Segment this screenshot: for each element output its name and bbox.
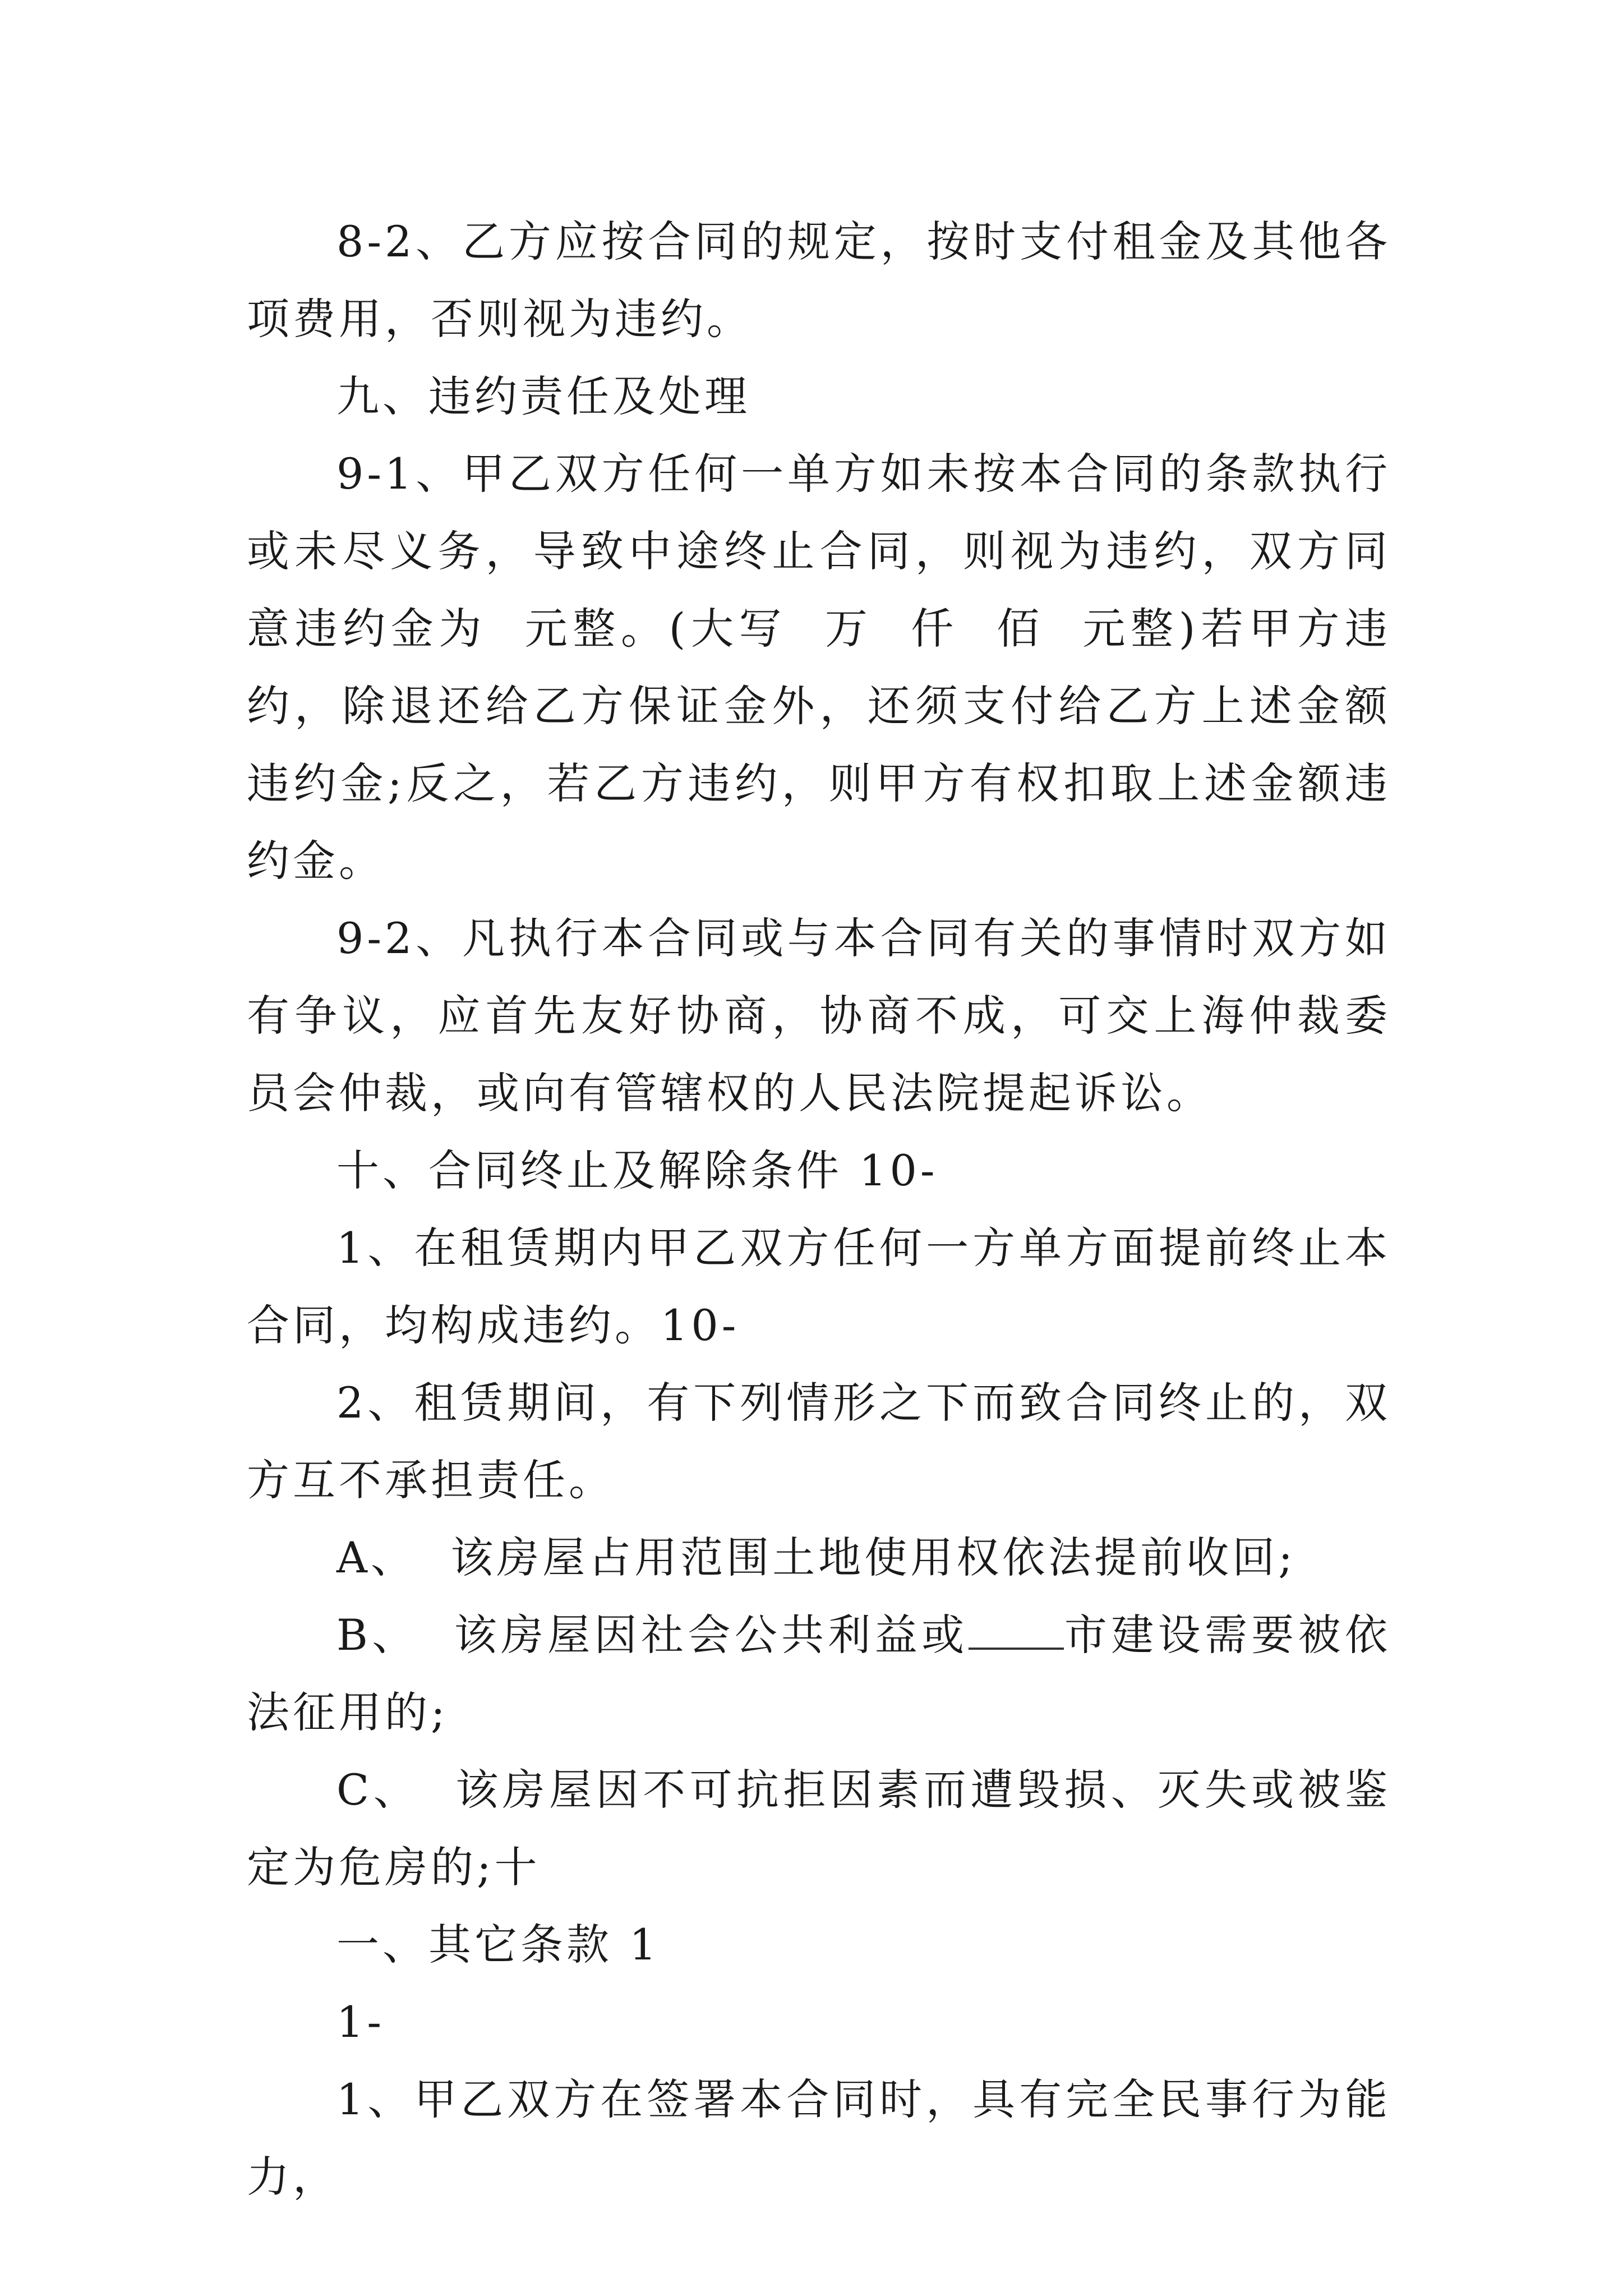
clause-10-2-c: C、 该房屋因不可抗拒因素而遭毁损、灭失或被鉴定为危房的;十 <box>247 1765 1391 1892</box>
fill-in-blank-line <box>969 1614 1064 1650</box>
clause-8-2: 8-2、乙方应按合同的规定，按时支付租金及其他各项费用，否则视为违约。 <box>247 217 1391 344</box>
clause-9-2: 9-2、凡执行本合同或与本合同有关的事情时双方如有争议，应首先友好协商，协商不成，可交上海仲裁委员会仲裁，或向有管辖权的人民法院提起诉讼。 <box>247 913 1391 1118</box>
clause-10-2: 2、租赁期间，有下列情形之下而致合同终止的，双方互不承担责任。 <box>247 1378 1391 1505</box>
clause-10-2-b-text-after: 市建设需要被依法征用的; <box>247 1610 1391 1737</box>
clause-10-2-b-text-before: B、 该房屋因社会公共利益或 <box>336 1610 969 1660</box>
clause-10-2-b <box>247 1596 1391 1751</box>
clause-9-1: 9-1、甲乙双方任何一单方如未按本合同的条款执行或未尽义务，导致中途终止合同，则视为违约，双方同意违约金为 元整。(大写 万 仟 佰 元整)若甲方违约，除退还给乙方保证金外，还须支付给乙方上述金额违约金;反之，若乙方违约，则甲方有权扣取上述金额违约金。 <box>247 449 1391 886</box>
section-heading-11: 一、其它条款 1 <box>336 1920 660 1970</box>
section-heading-9: 九、违约责任及处理 <box>336 371 750 421</box>
clause-10-1: 1、在租赁期内甲乙双方任何一方单方面提前终止本合同，均构成违约。10- <box>247 1223 1391 1350</box>
clause-10-2-a: A、 该房屋占用范围土地使用权依法提前收回; <box>336 1533 1296 1582</box>
clause-11-1: 1、甲乙双方在签署本合同时，具有完全民事行为能力， <box>247 2074 1391 2202</box>
contract-body <box>247 203 1391 2216</box>
clause-number-fragment: 1- <box>336 1997 385 2047</box>
section-heading-10: 十、合同终止及解除条件 10- <box>336 1145 938 1195</box>
